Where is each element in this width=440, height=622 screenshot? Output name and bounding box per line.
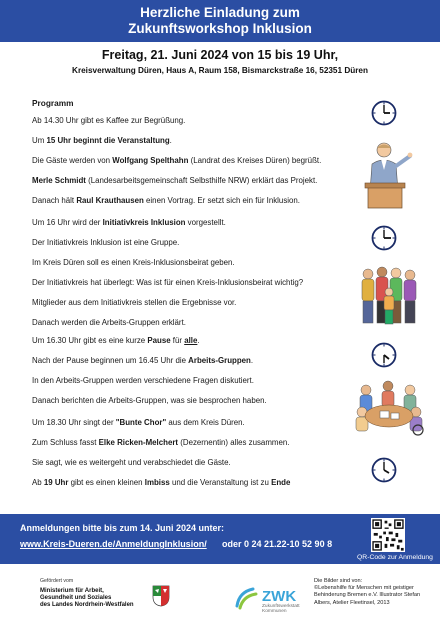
zwk-subtitle: Zukunftswerkstatt Kommunen	[262, 604, 300, 615]
program-line: Die Gäste werden von Wolfgang Spelthahn (Landrat des Kreises Düren) begrüßt.	[32, 156, 322, 165]
qr-caption: QR-Code zur Anmeldung	[357, 554, 433, 561]
clock-icon	[371, 457, 397, 483]
program-line: Im Kreis Düren soll es einen Kreis-Inklusionsbeirat geben.	[32, 258, 235, 267]
program-line: Ab 14.30 Uhr gibt es Kaffee zur Begrüßung.	[32, 116, 186, 125]
program-section	[32, 218, 357, 338]
registration-qr-code[interactable]	[371, 518, 405, 552]
speaker-at-podium-illustration	[362, 140, 418, 210]
program-line: Um 16 Uhr wird der Initiativkreis Inklusion vorgestellt.	[32, 218, 226, 227]
program-line: Der Initiativkreis hat überlegt: Was ist für einen Kreis-Inklusionsbeirat wichtig?	[32, 278, 304, 287]
sponsor-label: Gefördert vom	[40, 578, 74, 584]
program-section	[32, 98, 357, 216]
clock-icon	[371, 225, 397, 251]
program-line: Der Initiativkreis Inklusion ist eine Gruppe.	[32, 238, 180, 247]
program-line: Zum Schluss fasst Elke Ricken-Melchert (Dezernentin) alles zusammen.	[32, 438, 290, 447]
ministry-logo-text: Ministerium für Arbeit, Gesundheit und Soziales des Landes Nordrhein-Westfalen	[40, 588, 134, 608]
header-title-line1: Herzliche Einladung zum	[140, 5, 300, 20]
program-line: Danach hält Raul Krauthausen einen Vortrag. Er setzt sich ein für Inklusion.	[32, 196, 300, 205]
program-line: Um 18.30 Uhr singt der "Bunte Chor" aus dem Kreis Düren.	[32, 418, 245, 427]
program-line: In den Arbeits-Gruppen werden verschiedene Fragen diskutiert.	[32, 376, 254, 385]
zwk-logo-mark	[235, 586, 259, 610]
program-line: Um 16.30 Uhr gibt es eine kurze Pause für alle.	[32, 336, 200, 345]
event-date: Freitag, 21. Juni 2024 von 15 bis 19 Uhr,	[101, 48, 339, 62]
registration-deadline: Anmeldungen bitte bis zum 14. Juni 2024 unter:	[20, 523, 225, 533]
program-line: Merle Schmidt (Landesarbeitsgemeinschaft Selbsthilfe NRW) erklärt das Projekt.	[32, 176, 318, 185]
zwk-name: ZWK	[262, 588, 297, 605]
program-line: Danach berichten die Arbeits-Gruppen, was sie besprochen haben.	[32, 396, 267, 405]
registration-link[interactable]: www.Kreis-Dueren.de/AnmeldungInklusion/	[20, 539, 207, 549]
program-heading: Programm	[32, 98, 74, 108]
invitation-header	[0, 0, 440, 42]
header-title-line2: Zukunftsworkshop Inklusion	[128, 20, 312, 36]
registration-phone: oder 0 24 21.22-10 52 90 8	[222, 539, 333, 549]
program-line: Nach der Pause beginnen um 16.45 Uhr die Arbeits-Gruppen.	[32, 356, 254, 365]
program-line: Danach werden die Arbeits-Gruppen erklärt.	[32, 318, 186, 327]
event-location: Kreisverwaltung Düren, Haus A, Raum 158, Bismarckstraße 16, 52351 Düren	[72, 66, 368, 75]
group-of-people-illustration	[356, 262, 426, 328]
image-credits: Die Bilder sind von: ©Lebenshilfe für Menschen mit geistiger Behinderung Bremen e.V. Illustrator Stefan Albers, Atelier Fleetinsel, 2013	[314, 578, 421, 606]
program-line: Um 15 Uhr beginnt die Veranstaltung.	[32, 136, 172, 145]
program-line: Ab 19 Uhr gibt es einen kleinen Imbiss und die Veranstaltung ist zu Ende	[32, 478, 291, 487]
program-section	[32, 336, 357, 416]
nrw-coat-of-arms-logo	[152, 585, 170, 607]
program-line: Sie sagt, wie es weitergeht und verabschiedet die Gäste.	[32, 458, 231, 467]
working-group-table-illustration	[352, 378, 428, 436]
program-section	[32, 418, 357, 498]
program-line: Mitglieder aus dem Initiativkreis stellen die Ergebnisse vor.	[32, 298, 237, 307]
clock-icon	[371, 342, 397, 368]
clock-icon	[371, 100, 397, 126]
